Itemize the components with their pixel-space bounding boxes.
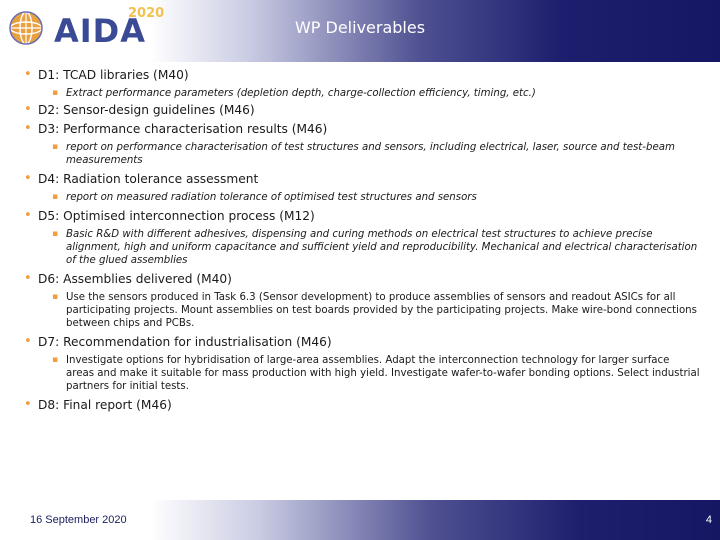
deliverable-item [24,171,700,188]
page-title-text: WP Deliverables [294,18,426,37]
deliverable-label: D7: Recommendation for industrialisation (M46) [38,335,332,349]
deliverable-detail [24,87,700,100]
sub-bullet-icon: ▪ [52,292,59,302]
header-bar [0,0,720,62]
deliverable-item [24,397,700,414]
deliverable-detail-text: report on performance characterisation of test structures and sensors, including electrical, laser, source and test-beam measurements [66,142,675,166]
deliverable-label: D6: Assemblies delivered (M40) [38,272,232,286]
deliverable-detail [24,141,700,167]
deliverable-detail-text: report on measured radiation tolerance of optimised test structures and sensors [66,192,477,203]
deliverable-item [24,102,700,119]
deliverable-detail [24,291,700,330]
deliverable-label: D5: Optimised interconnection process (M12) [38,209,315,223]
footer-bar [0,500,720,540]
deliverable-detail [24,191,700,204]
deliverable-detail-text: Use the sensors produced in Task 6.3 (Sensor development) to produce assemblies of sensors and readout ASICs for all participating projects. Mount assemblies on test boards provided by the participating projects. Make wire-bond connections between chips and PCBs. [66,292,697,329]
deliverable-label: D8: Final report (M46) [38,398,172,412]
deliverable-item [24,121,700,138]
deliverable-detail-text: Extract performance parameters (depletion depth, charge-collection efficiency, timing, etc.) [66,88,536,99]
bullet-icon: • [24,397,32,412]
deliverable-label: D2: Sensor-design guidelines (M46) [38,103,255,117]
deliverable-label: D3: Performance characterisation results (M46) [38,122,328,136]
deliverable-item [24,67,700,84]
sub-bullet-icon: ▪ [52,88,59,98]
sub-bullet-icon: ▪ [52,142,59,152]
deliverable-detail [24,354,700,393]
logo-year: 2020 [128,6,165,21]
deliverable-item [24,334,700,351]
deliverable-item [24,271,700,288]
deliverables-list [24,67,700,414]
deliverable-detail [24,228,700,267]
deliverable-label: D1: TCAD libraries (M40) [38,68,189,82]
bullet-icon: • [24,121,32,136]
deliverable-item [24,208,700,225]
sub-bullet-icon: ▪ [52,355,59,365]
sub-bullet-icon: ▪ [52,229,59,239]
page-number: 4 [705,514,712,526]
bullet-icon: • [24,334,32,349]
bullet-icon: • [24,271,32,286]
deliverable-detail-text: Investigate options for hybridisation of large-area assemblies. Adapt the interconnection technology for larger surface areas and make it suitable for mass production with high yield. Investigate wafer-to-wafer bonding options. Select industrial partners for initial tests. [66,355,700,392]
bullet-icon: • [24,102,32,117]
footer-date: 16 September 2020 [30,514,127,526]
deliverable-label: D4: Radiation tolerance assessment [38,172,259,186]
bullet-icon: • [24,171,32,186]
bullet-icon: • [24,208,32,223]
logo-text: AIDA [54,12,146,50]
page-title [0,18,720,37]
bullet-icon: • [24,67,32,82]
sub-bullet-icon: ▪ [52,192,59,202]
deliverable-detail-text: Basic R&D with different adhesives, dispensing and curing methods on electrical test structures to achieve precise alignment, high and uniform capacitance and sufficient yield and reproducibility. Mechanical and electrical characterisation of the glued assemblies [66,229,698,266]
